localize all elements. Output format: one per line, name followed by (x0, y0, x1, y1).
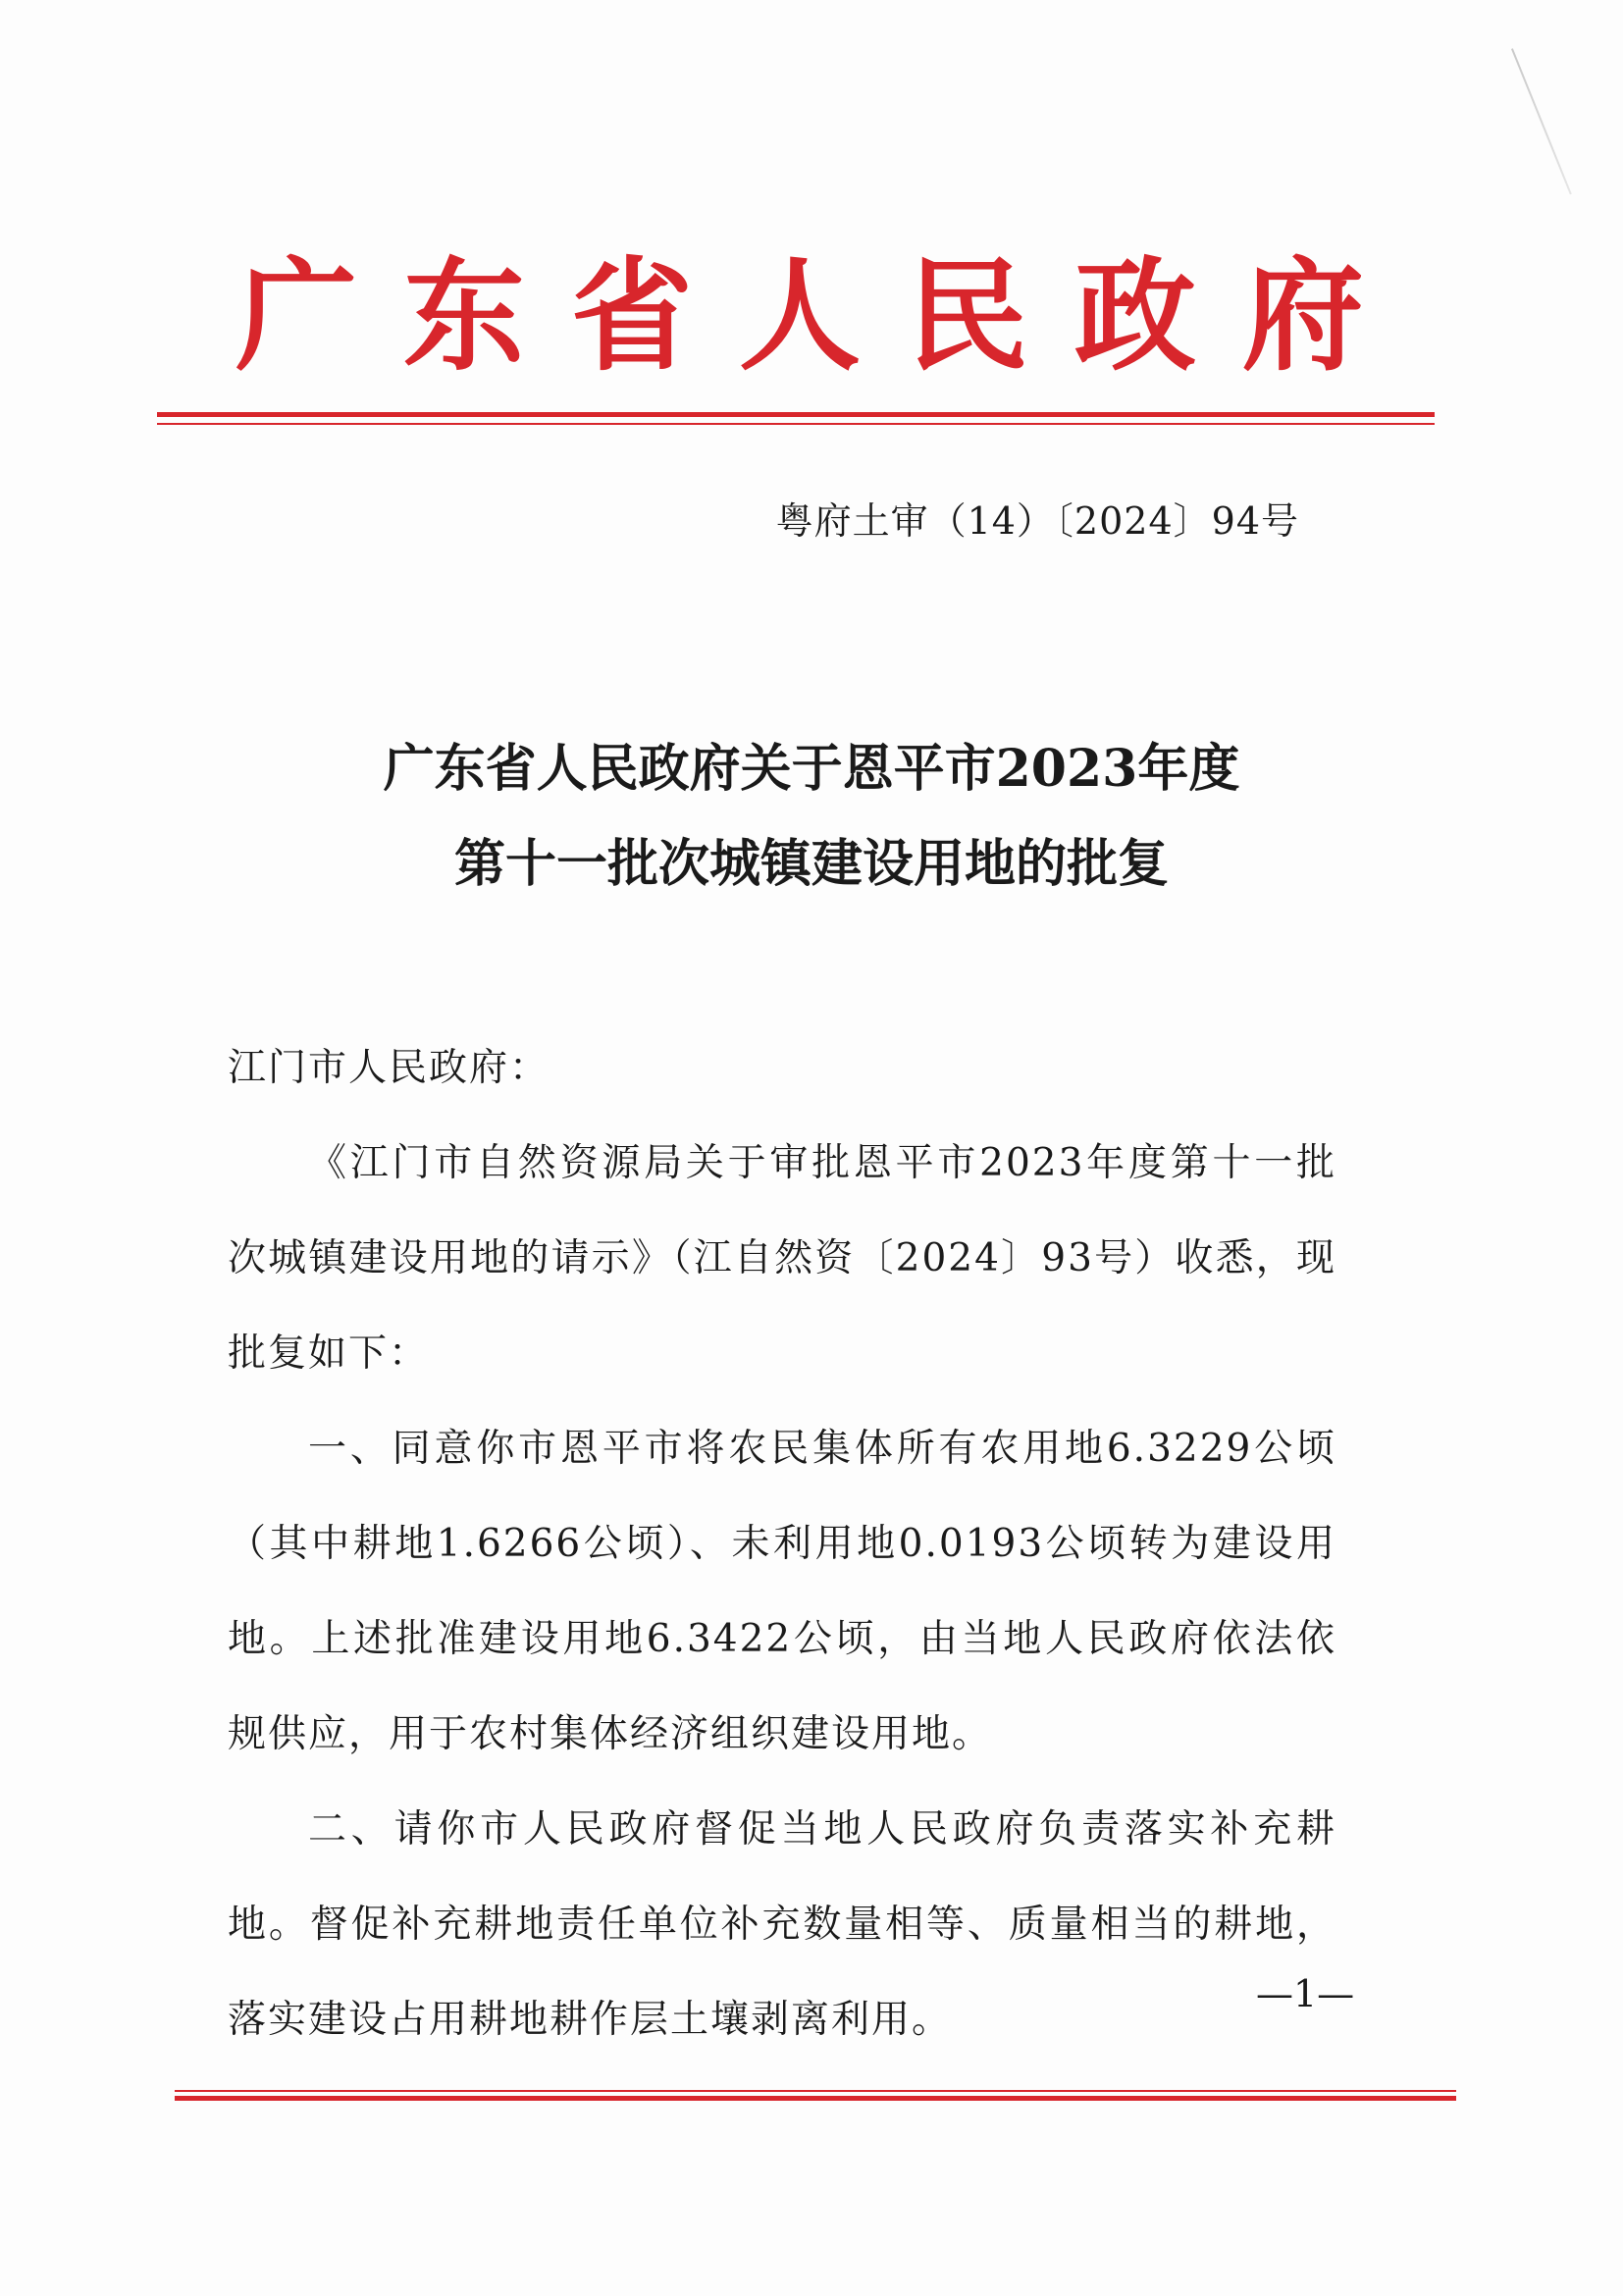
masthead-char: 人 (738, 245, 861, 388)
footer-divider-thick (175, 2096, 1456, 2101)
masthead-char: 广 (236, 245, 358, 388)
masthead-char: 省 (570, 245, 693, 388)
masthead-char: 东 (402, 245, 525, 388)
document-body (228, 1020, 1336, 2067)
masthead-char: 府 (1241, 245, 1364, 388)
title-line-1: 广东省人民政府关于恩平市2023年度 (383, 739, 1240, 799)
footer-divider-thin (175, 2090, 1456, 2092)
title-line-2: 第十一批次城镇建设用地的批复 (453, 834, 1169, 894)
document-number: 粤府土审（14）〔2024〕94号 (775, 499, 1299, 543)
body-paragraph: 二、请你市人民政府督促当地人民政府负责落实补充耕地。督促补充耕地责任单位补充数量相等、质量相当的耕地，落实建设占用耕地耕作层土壤剥离利用。 (228, 1807, 1336, 2042)
body-paragraph: 一、同意你市恩平市将农民集体所有农用地6.3229公顷（其中耕地1.6266公顷）、未利用地0.0193公顷转为建设用地。上述批准建设用地6.3422公顷，由当地人民政府依法依规供应，用于农村集体经济组织建设用地。 (228, 1427, 1336, 1756)
masthead-divider-thin (157, 423, 1435, 425)
body-paragraph: 《江门市自然资源局关于审批恩平市2023年度第十一批次城镇建设用地的请示》（江自然资〔2024〕93号）收悉，现批复如下： (228, 1141, 1336, 1376)
page-number: —1— (1256, 1972, 1355, 2015)
document-title (0, 721, 1623, 912)
masthead-char: 民 (906, 245, 1028, 388)
masthead-divider-thick (157, 412, 1435, 417)
masthead-char: 政 (1073, 245, 1196, 388)
masthead-title (236, 243, 1364, 391)
paper-crease-mark (1511, 48, 1572, 194)
salutation: 江门市人民政府： (228, 1046, 550, 1090)
